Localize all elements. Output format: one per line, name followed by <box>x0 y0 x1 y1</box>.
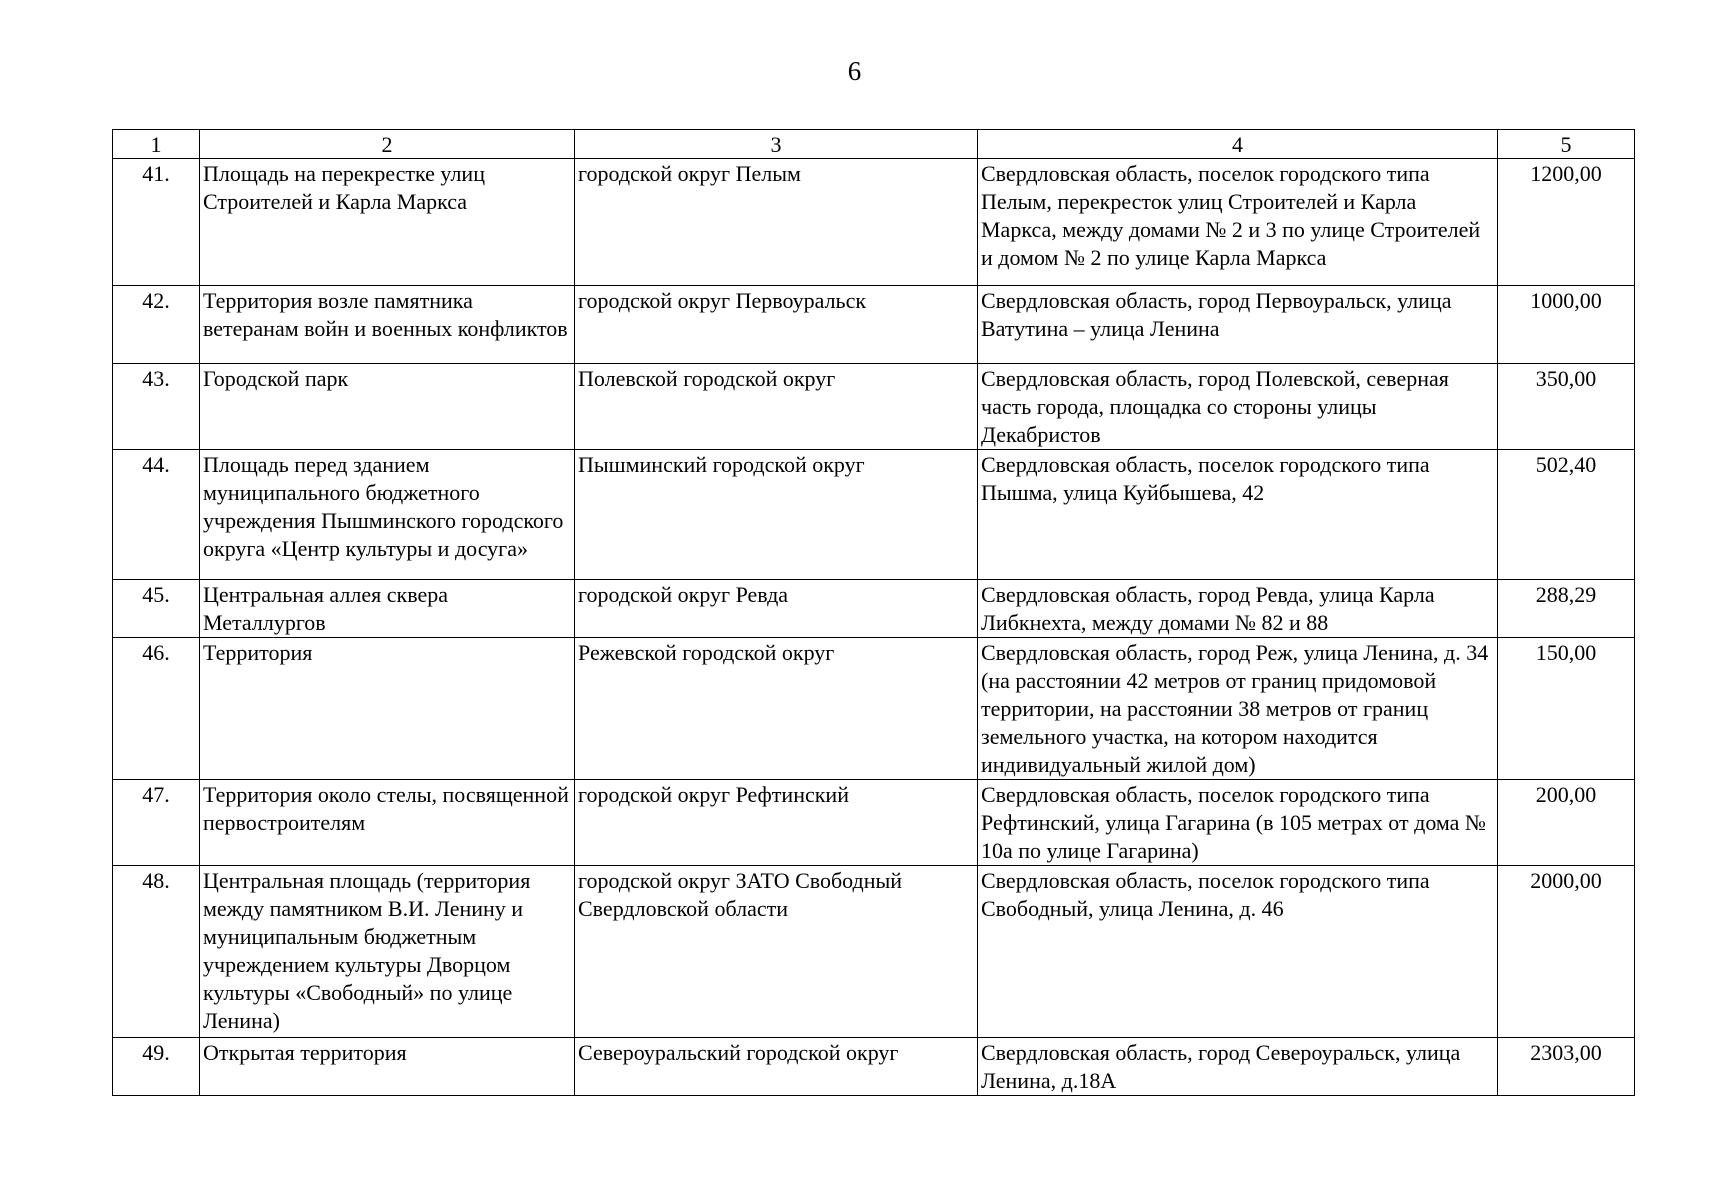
column-header: 4 <box>978 130 1498 159</box>
municipality: Пышминский городской округ <box>575 450 978 580</box>
row-number: 49. <box>113 1038 200 1096</box>
table-row <box>113 1038 1635 1096</box>
address: Свердловская область, город Реж, улица Ленина, д. 34 (на расстоянии 42 метров от границ придомовой территории, на расстоянии 38 метров от границ земельного участка, на котором находится индивидуальный жилой дом) <box>978 638 1498 780</box>
territory-name: Городской парк <box>200 364 575 450</box>
territory-name: Площадь перед зданием муниципального бюджетного учреждения Пышминского городского округа «Центр культуры и досуга» <box>200 450 575 580</box>
table-row <box>113 159 1635 286</box>
table-row <box>113 866 1635 1038</box>
address: Свердловская область, город Североуральск, улица Ленина, д.18А <box>978 1038 1498 1096</box>
row-number: 48. <box>113 866 200 1038</box>
row-number: 47. <box>113 780 200 866</box>
column-header: 2 <box>200 130 575 159</box>
area-value: 2303,00 <box>1498 1038 1635 1096</box>
territory-name: Территория возле памятника ветеранам войн и военных конфликтов <box>200 286 575 364</box>
territory-name: Территория около стелы, посвященной первостроителям <box>200 780 575 866</box>
address: Свердловская область, город Первоуральск, улица Ватутина – улица Ленина <box>978 286 1498 364</box>
address: Свердловская область, поселок городского типа Пелым, перекресток улиц Строителей и Карла Маркса, между домами № 2 и 3 по улице Строителей и домом № 2 по улице Карла Маркса <box>978 159 1498 286</box>
row-number: 44. <box>113 450 200 580</box>
row-number: 45. <box>113 580 200 638</box>
row-number: 41. <box>113 159 200 286</box>
municipality: городской округ Рефтинский <box>575 780 978 866</box>
area-value: 200,00 <box>1498 780 1635 866</box>
area-value: 350,00 <box>1498 364 1635 450</box>
municipality: Полевской городской округ <box>575 364 978 450</box>
table-row <box>113 450 1635 580</box>
area-value: 288,29 <box>1498 580 1635 638</box>
municipality: Режевской городской округ <box>575 638 978 780</box>
column-header: 3 <box>575 130 978 159</box>
table-row <box>113 364 1635 450</box>
address: Свердловская область, поселок городского типа Пышма, улица Куйбышева, 42 <box>978 450 1498 580</box>
table-row <box>113 580 1635 638</box>
area-value: 1200,00 <box>1498 159 1635 286</box>
page-number: 6 <box>847 56 862 86</box>
territory-name: Территория <box>200 638 575 780</box>
address: Свердловская область, поселок городского типа Рефтинский, улица Гагарина (в 105 метрах от дома № 10а по улице Гагарина) <box>978 780 1498 866</box>
row-number: 46. <box>113 638 200 780</box>
area-value: 2000,00 <box>1498 866 1635 1038</box>
table-row <box>113 638 1635 780</box>
area-value: 150,00 <box>1498 638 1635 780</box>
municipality: городской округ Пелым <box>575 159 978 286</box>
territories-table <box>112 129 1635 1096</box>
column-header: 1 <box>113 130 200 159</box>
address: Свердловская область, город Ревда, улица Карла Либкнехта, между домами № 82 и 88 <box>978 580 1498 638</box>
table-row <box>113 780 1635 866</box>
municipality: городской округ ЗАТО Свободный Свердловской области <box>575 866 978 1038</box>
table-row <box>113 286 1635 364</box>
address: Свердловская область, поселок городского типа Свободный, улица Ленина, д. 46 <box>978 866 1498 1038</box>
row-number: 42. <box>113 286 200 364</box>
municipality: Североуральский городской округ <box>575 1038 978 1096</box>
address: Свердловская область, город Полевской, северная часть города, площадка со стороны улицы Декабристов <box>978 364 1498 450</box>
table-body <box>113 159 1635 1096</box>
territory-name: Открытая территория <box>200 1038 575 1096</box>
territory-name: Центральная аллея сквера Металлургов <box>200 580 575 638</box>
municipality: городской округ Первоуральск <box>575 286 978 364</box>
area-value: 1000,00 <box>1498 286 1635 364</box>
row-number: 43. <box>113 364 200 450</box>
municipality: городской округ Ревда <box>575 580 978 638</box>
table-header-row <box>113 130 1635 159</box>
territory-name: Площадь на перекрестке улиц Строителей и Карла Маркса <box>200 159 575 286</box>
area-value: 502,40 <box>1498 450 1635 580</box>
column-header: 5 <box>1498 130 1635 159</box>
territory-name: Центральная площадь (территория между памятником В.И. Ленину и муниципальным бюджетным учреждением культуры Дворцом культуры «Свободный» по улице Ленина) <box>200 866 575 1038</box>
